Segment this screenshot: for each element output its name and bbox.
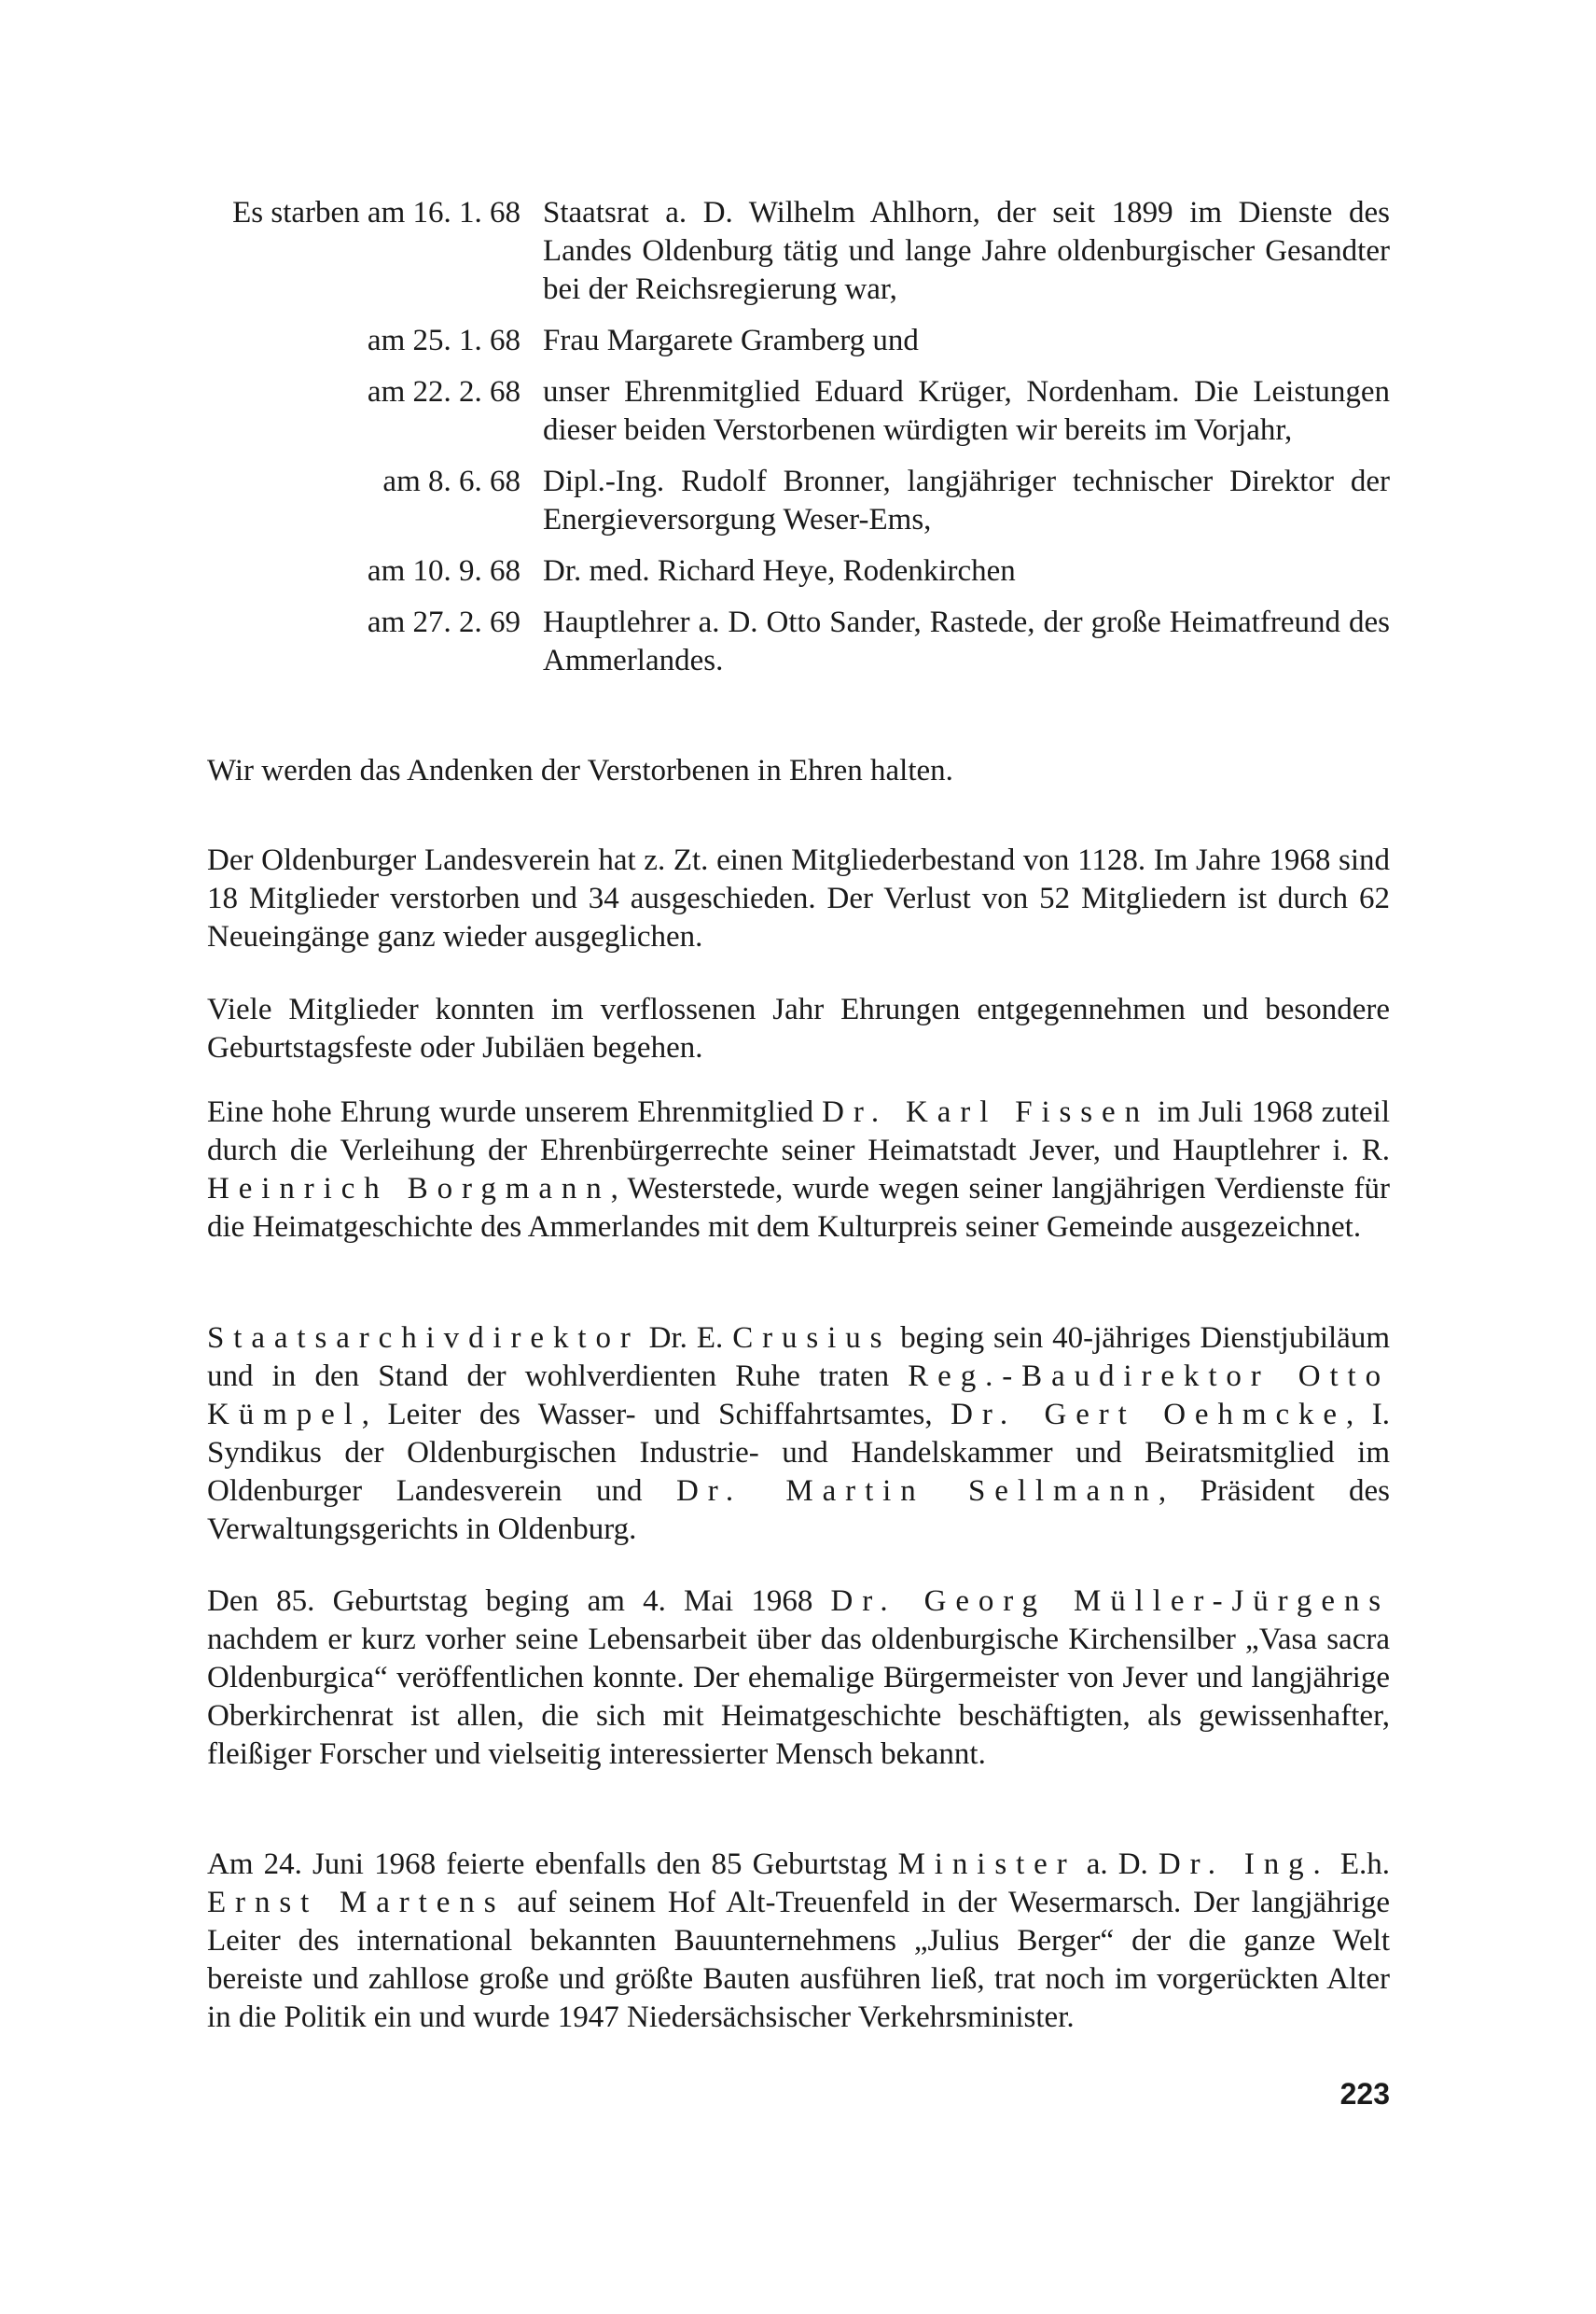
person-name: Reg.-Baudirektor Otto Kümpel	[207, 1359, 1390, 1431]
death-list	[207, 194, 1390, 693]
person-name: Dr. Gert Oehmcke	[951, 1398, 1346, 1431]
death-entry	[207, 552, 1390, 591]
person-title: Dr. Ing.	[1158, 1847, 1330, 1881]
text-run: , Westerstede, wurde wegen seiner langjährigen Verdienste für die Heimatgeschichte des Ammerlandes mit dem Kulturpreis seiner Gemeinde ausgezeichnet.	[207, 1172, 1390, 1244]
person-name: Dr. Georg Müller-Jürgens	[830, 1584, 1391, 1618]
death-entry	[207, 322, 1390, 360]
death-text: Frau Margarete Gramberg und	[543, 324, 919, 357]
person-title: Minister	[897, 1847, 1076, 1881]
death-date: am 8. 6. 68	[382, 465, 520, 498]
text-run: , Präsident des Verwaltungsgerichts in Oldenburg.	[207, 1474, 1390, 1546]
fissen-paragraph	[207, 1094, 1390, 1247]
honors-paragraph: Viele Mitglieder konnten im verflossenen Jahr Ehrungen entgegennehmen und besondere Geburtstagsfeste oder Jubiläen begehen.	[207, 993, 1390, 1065]
person-name: Dr. Martin Sellmann	[676, 1474, 1159, 1508]
text-run: nachdem er kurz vorher seine Lebensarbeit über das oldenburgische Kirchensilber „Vasa sacra Oldenburgica“ veröffentlichen konnte. Der ehemalige Bürgermeister von Jever und langjährige Oberkirchenrat ist allen, die sich mit Heimatgeschichte beschäftigten, als gewissenhafter, fleißiger Forscher und vielseitig interessierter Mensch bekannt.	[207, 1623, 1390, 1771]
memorial-paragraph: Wir werden das Andenken der Verstorbenen in Ehren halten.	[207, 754, 953, 788]
death-date: am 10. 9. 68	[367, 554, 520, 588]
death-text: unser Ehrenmitglied Eduard Krüger, Nordenham. Die Leistungen dieser beiden Verstorbenen würdigten wir bereits im Vorjahr,	[543, 375, 1390, 447]
text-run: Den 85. Geburtstag beging am 4. Mai 1968	[207, 1584, 831, 1618]
death-text: Dipl.-Ing. Rudolf Bronner, langjähriger technischer Direktor der Energieversorgung Weser-Ems,	[543, 465, 1390, 537]
person-name: Ernst Martens	[207, 1886, 506, 1919]
person-name: Crusius	[732, 1321, 892, 1355]
membership-paragraph: Der Oldenburger Landesverein hat z. Zt. einen Mitgliederbestand von 1128. Im Jahre 1968 sind 18 Mitglieder verstorben und 34 ausgeschieden. Der Verlust von 52 Mitgliedern ist durch 62 Neueingänge ganz wieder ausgeglichen.	[207, 843, 1390, 954]
text-run: Eine hohe Ehrung wurde unserem Ehrenmitglied	[207, 1095, 823, 1129]
text-run: beging sein 40-jähriges Dienstjubiläum und in den Stand der wohlverdienten Ruhe traten	[207, 1321, 1390, 1393]
text-run: , I. Syndikus der Oldenburgischen Industrie- und Handelskammer und Beiratsmitglied im Oldenburger Landesverein und	[207, 1398, 1390, 1508]
text-run: a. D.	[1076, 1847, 1159, 1881]
death-entry	[207, 463, 1390, 539]
martens-paragraph	[207, 1846, 1390, 2037]
person-title: Staatsarchivdirektor	[207, 1321, 640, 1355]
death-date: am 27. 2. 69	[367, 606, 520, 639]
mueller-paragraph	[207, 1582, 1390, 1774]
text-run: E.h.	[1329, 1847, 1390, 1881]
death-date: am 22. 2. 68	[367, 375, 520, 409]
death-date: am 25. 1. 68	[367, 324, 520, 357]
crusius-paragraph	[207, 1319, 1390, 1549]
death-text: Dr. med. Richard Heye, Rodenkirchen	[543, 554, 1016, 588]
text-run: Am 24. Juni 1968 feierte ebenfalls den 85 Geburtstag	[207, 1847, 898, 1881]
death-date: Es starben am 16. 1. 68	[232, 196, 520, 230]
text-run: Dr. E.	[639, 1321, 733, 1355]
death-text: Hauptlehrer a. D. Otto Sander, Rastede, der große Heimatfreund des Ammerlandes.	[543, 606, 1390, 677]
death-entry	[207, 373, 1390, 450]
death-text: Staatsrat a. D. Wilhelm Ahlhorn, der seit 1899 im Dienste des Landes Oldenburg tätig und lange Jahre oldenburgischer Gesandter bei der Reichsregierung war,	[543, 196, 1390, 306]
person-name: Heinrich Borgmann	[207, 1172, 611, 1206]
death-entry	[207, 194, 1390, 309]
death-entry	[207, 604, 1390, 680]
text-run: auf seinem Hof Alt-Treuenfeld in der Wesermarsch. Der langjährige Leiter des international bekannten Bauunternehmens „Julius Berger“ der die ganze Welt bereiste und zahllose große und größte Bauten ausführen ließ, trat noch im vorgerückten Alter in die Politik ein und wurde 1947 Niedersächsischer Verkehrsminister.	[207, 1886, 1390, 2034]
page-number: 223	[1339, 2077, 1390, 2111]
text-run: , Leiter des Wasser- und Schiffahrtsamtes,	[361, 1398, 951, 1431]
text-run: im Juli 1968 zuteil durch die Verleihung der Ehrenbürgerrechte seiner Heimatstadt Jever, und Hauptlehrer i. R.	[207, 1095, 1390, 1167]
person-name: Dr. Karl Fissen	[822, 1095, 1149, 1129]
